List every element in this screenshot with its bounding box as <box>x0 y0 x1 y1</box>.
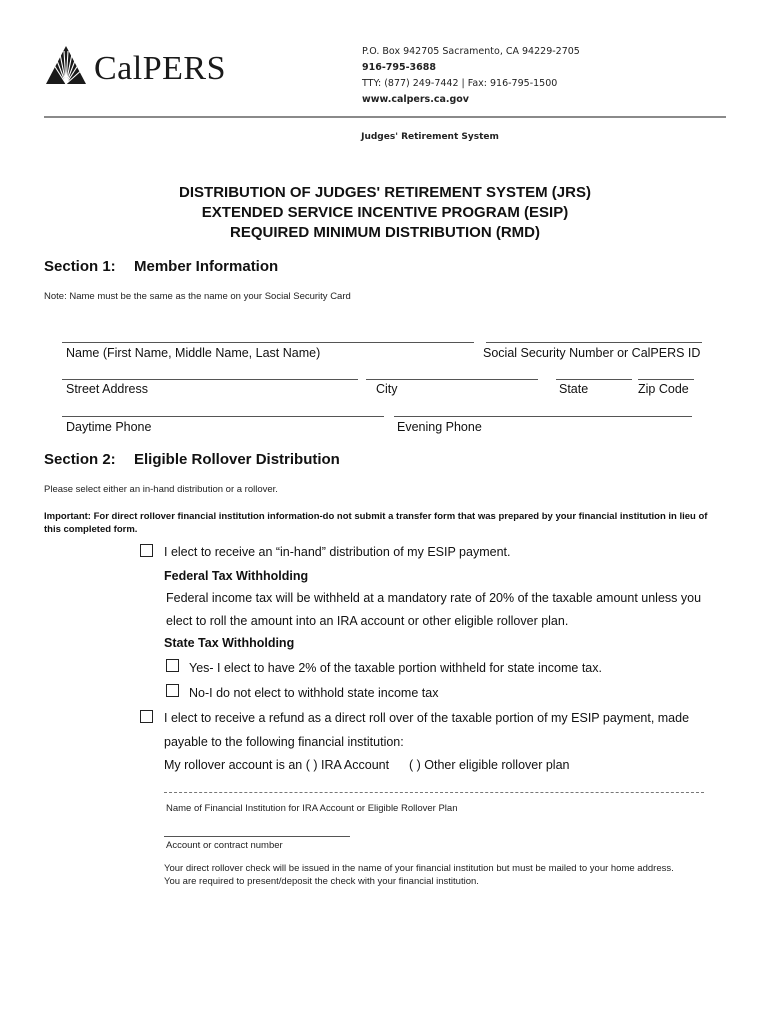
name-field-line[interactable] <box>62 342 474 343</box>
state-no-label: No-I do not elect to withhold state income tax <box>189 686 439 700</box>
name-field-label: Name (First Name, Middle Name, Last Name) <box>66 346 321 360</box>
zip-field-line[interactable] <box>638 379 694 380</box>
state-yes-checkbox[interactable] <box>166 659 179 672</box>
calpers-sunburst-icon <box>44 44 90 88</box>
eve-phone-field-line[interactable] <box>394 416 692 417</box>
header-divider <box>44 116 726 118</box>
state-tax-heading: State Tax Withholding <box>164 636 295 650</box>
form-title-line2: EXTENDED SERVICE INCENTIVE PROGRAM (ESIP) <box>201 204 569 221</box>
day-phone-field-label: Daytime Phone <box>66 420 152 434</box>
account-number-label: Account or contract number <box>166 840 283 851</box>
footer-note-1: Your direct rollover check will be issued in the name of your financial institution but must be mailed to your home address. <box>164 863 674 874</box>
contact-block <box>362 44 580 108</box>
account-number-field-line[interactable] <box>164 836 350 837</box>
city-field-label: City <box>376 382 398 396</box>
fi-name-field-line[interactable] <box>164 792 704 793</box>
section1-number: Section 1: <box>44 258 116 275</box>
city-field-line[interactable] <box>366 379 538 380</box>
rollover-account-other[interactable]: ( ) Other eligible rollover plan <box>409 758 570 772</box>
street-field-line[interactable] <box>62 379 358 380</box>
important-notice: Important: For direct rollover financial institution information-do not submit a transfer form that was prepared by your financial institution in lieu of this completed form. <box>44 511 708 535</box>
rollover-checkbox[interactable] <box>140 710 153 723</box>
inhand-checkbox[interactable] <box>140 544 153 557</box>
section2-instruction: Please select either an in-hand distribution or a rollover. <box>44 484 278 495</box>
logo-wordmark: CalPERS <box>94 50 226 87</box>
calpers-logo <box>44 44 224 88</box>
ssn-field-line[interactable] <box>486 342 702 343</box>
state-no-checkbox[interactable] <box>166 684 179 697</box>
section2-number: Section 2: <box>44 451 116 468</box>
mailing-address: P.O. Box 942705 Sacramento, CA 94229-2705 <box>362 46 580 57</box>
section2-heading: Eligible Rollover Distribution <box>134 451 340 468</box>
state-field-line[interactable] <box>556 379 632 380</box>
form-title-line3: REQUIRED MINIMUM DISTRIBUTION (RMD) <box>230 224 540 241</box>
zip-field-label: Zip Code <box>638 382 689 396</box>
section1-note: Note: Name must be the same as the name on your Social Security Card <box>44 291 351 302</box>
state-yes-label: Yes- I elect to have 2% of the taxable portion withheld for state income tax. <box>189 661 602 675</box>
tty-fax: TTY: (877) 249-7442 | Fax: 916-795-1500 <box>362 78 558 89</box>
rollover-option-label-1: I elect to receive a refund as a direct roll over of the taxable portion of my ESIP payment, made <box>164 711 690 725</box>
day-phone-field-line[interactable] <box>62 416 384 417</box>
footer-note-2: You are required to present/deposit the check with your financial institution. <box>164 876 479 887</box>
rollover-option-label-2: payable to the following financial institution: <box>164 735 404 749</box>
street-field-label: Street Address <box>66 382 148 396</box>
rollover-account-ira[interactable]: My rollover account is an ( ) IRA Account <box>164 758 390 772</box>
federal-tax-text-2: elect to roll the amount into an IRA account or other eligible rollover plan. <box>166 614 569 628</box>
system-subheading: Judges' Retirement System <box>361 132 499 142</box>
ssn-field-label: Social Security Number or CalPERS ID <box>483 346 701 360</box>
eve-phone-field-label: Evening Phone <box>397 420 482 434</box>
federal-tax-heading: Federal Tax Withholding <box>164 569 309 583</box>
form-title-line1: DISTRIBUTION OF JUDGES' RETIREMENT SYSTEM (JRS) <box>179 184 591 201</box>
state-field-label: State <box>559 382 589 396</box>
federal-tax-text-1: Federal income tax will be withheld at a mandatory rate of 20% of the taxable amount unless you <box>166 591 702 605</box>
website-link[interactable]: www.calpers.ca.gov <box>362 94 469 105</box>
inhand-option-label: I elect to receive an “in-hand” distribution of my ESIP payment. <box>164 545 511 559</box>
phone-number: 916-795-3688 <box>362 62 436 73</box>
section1-heading: Member Information <box>134 258 279 275</box>
fi-name-label: Name of Financial Institution for IRA Account or Eligible Rollover Plan <box>166 803 458 814</box>
